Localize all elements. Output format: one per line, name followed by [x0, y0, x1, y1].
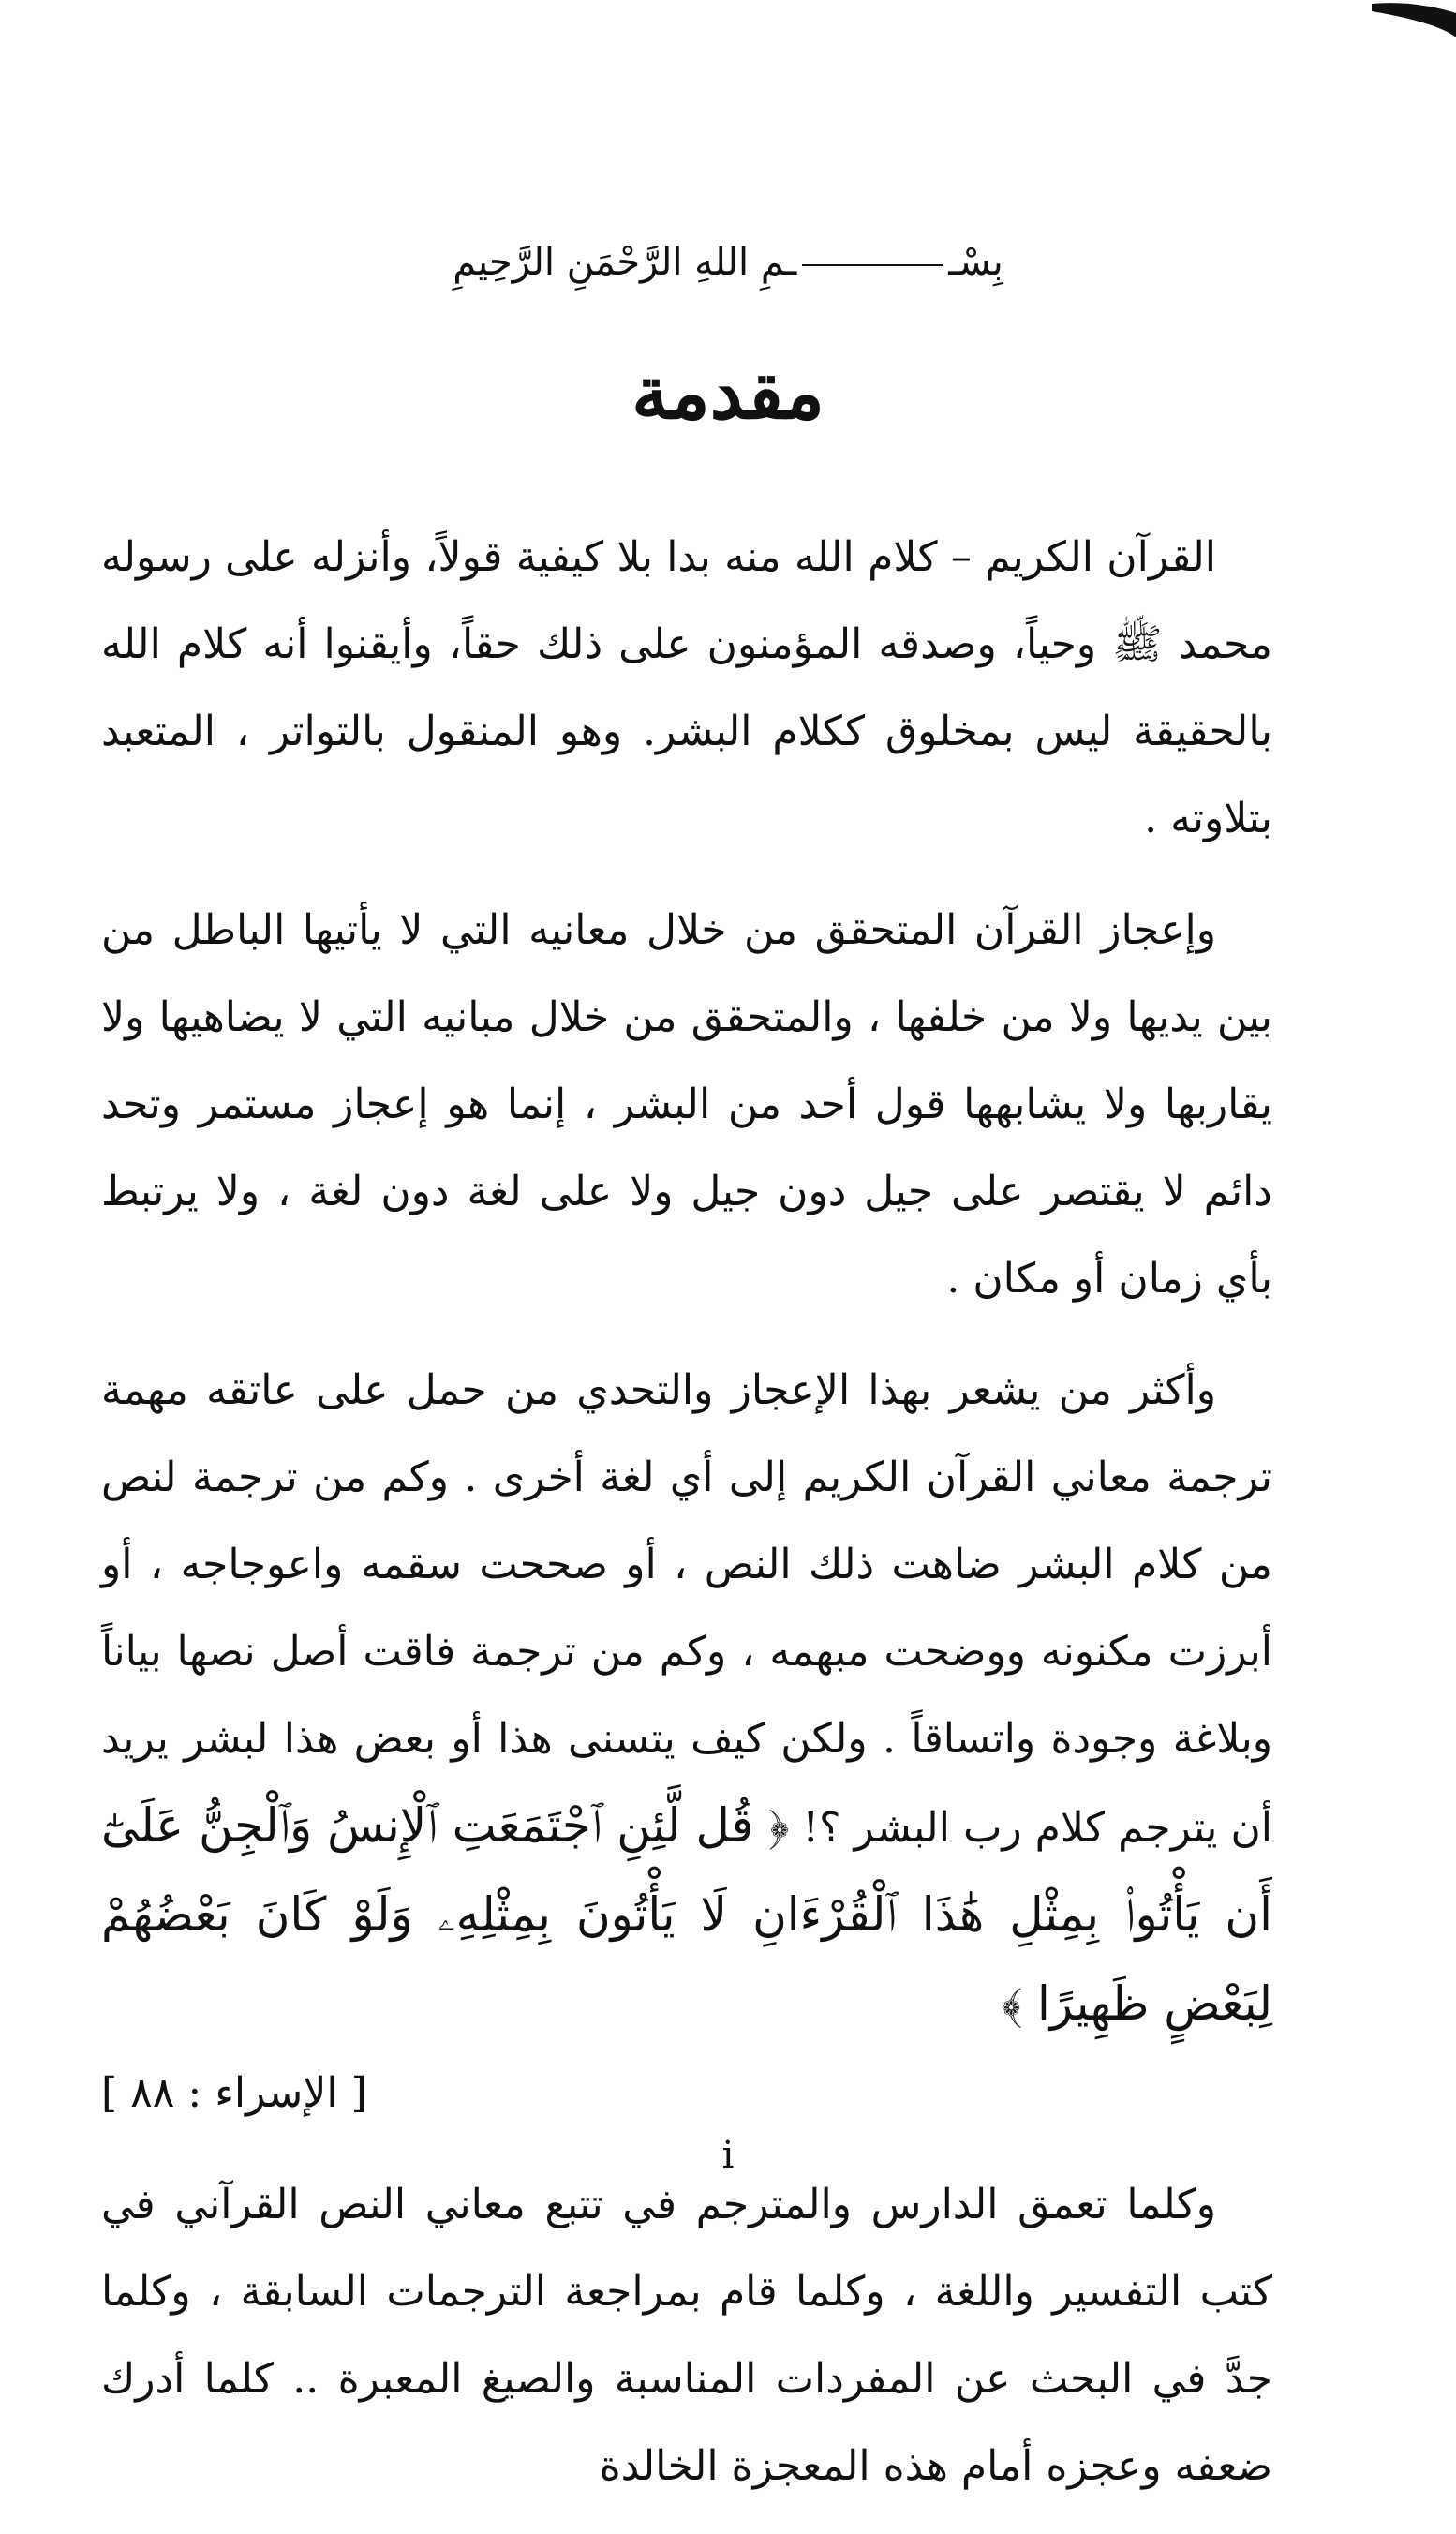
paragraph-1: القرآن الكريم – كلام الله منه بدا بلا كيفية قولاً، وأنزله على رسوله محمد ﷺ وحياً، وصدقه المؤمنون على ذلك حقاً، وأيقنوا أنه كلام الله بالحقيقة ليس بمخلوق ككلام البشر. وهو المنقول بالتواتر ، المتعبد بتلاوته . [101, 533, 1272, 842]
paragraph-3 [101, 1347, 1272, 2137]
quran-verse: ﴿ قُل لَّئِنِ ٱجْتَمَعَتِ ٱلْإِنسُ وَٱلْجِنُّ عَلَىٰٓ أَن يَأْتُوا۟ بِمِثْلِ هَٰذَا ٱلْقُرْءَانِ لَا يَأْتُونَ بِمِثْلِهِۦ وَلَوْ كَانَ بَعْضُهُمْ لِبَعْضٍ ظَهِيرًا ﴾ [101, 1798, 1272, 2031]
body-text [101, 514, 1272, 2534]
page-corner-mark [1372, 0, 1456, 37]
page-number: i [721, 2134, 735, 2177]
paragraph-3-text: وأكثر من يشعر بهذا الإعجاز والتحدي من حمل على عاتقه مهمة ترجمة معاني القرآن الكريم إلى أي لغة أخرى . وكم من ترجمة لنص من كلام البشر ضاهت ذلك النص ، أو صححت سقمه واعوجاجه ، أو أبرزت مكنونه ووضحت مبهمه ، وكم من ترجمة فاقت أصل نصها بياناً وبلاغة وجودة واتساقاً . ولكن كيف يتسنى هذا أو بعض هذا لبشر يريد أن يترجم كلام رب البشر ؟! [101, 1366, 1272, 1852]
paragraph-2: وإعجاز القرآن المتحقق من خلال معانيه التي لا يأتيها الباطل من بين يديها ولا من خلفها ، والمتحقق من خلال مبانيه التي لا يضاهيها ولا يقاربها ولا يشابهها قول أحد من البشر ، إنما هو إعجاز مستمر وتحد دائم لا يقتصر على جيل دون جيل ولا على لغة دون لغة ، ولا يرتبط بأي زمان أو مكان . [101, 906, 1272, 1303]
paragraph-4: وكلما تعمق الدارس والمترجم في تتبع معاني النص القرآني في كتب التفسير واللغة ، وكلما قام بمراجعة الترجمات السابقة ، وكلما جدَّ في البحث عن المفردات المناسبة والصيغ المعبرة .. كلما أدرك ضعفه وعجزه أمام هذه المعجزة الخالدة [101, 2181, 1272, 2490]
basmala-header [0, 234, 1456, 291]
basmala-start: بِسْـ [948, 241, 1003, 284]
basmala-end: ـمِ اللهِ الرَّحْمَنِ الرَّحِيمِ [453, 241, 797, 284]
basmala-divider-line [802, 264, 943, 266]
verse-reference: [ الإسراء : ٨٨ ] [101, 2069, 367, 2117]
page-title: مقدمة [631, 350, 825, 436]
